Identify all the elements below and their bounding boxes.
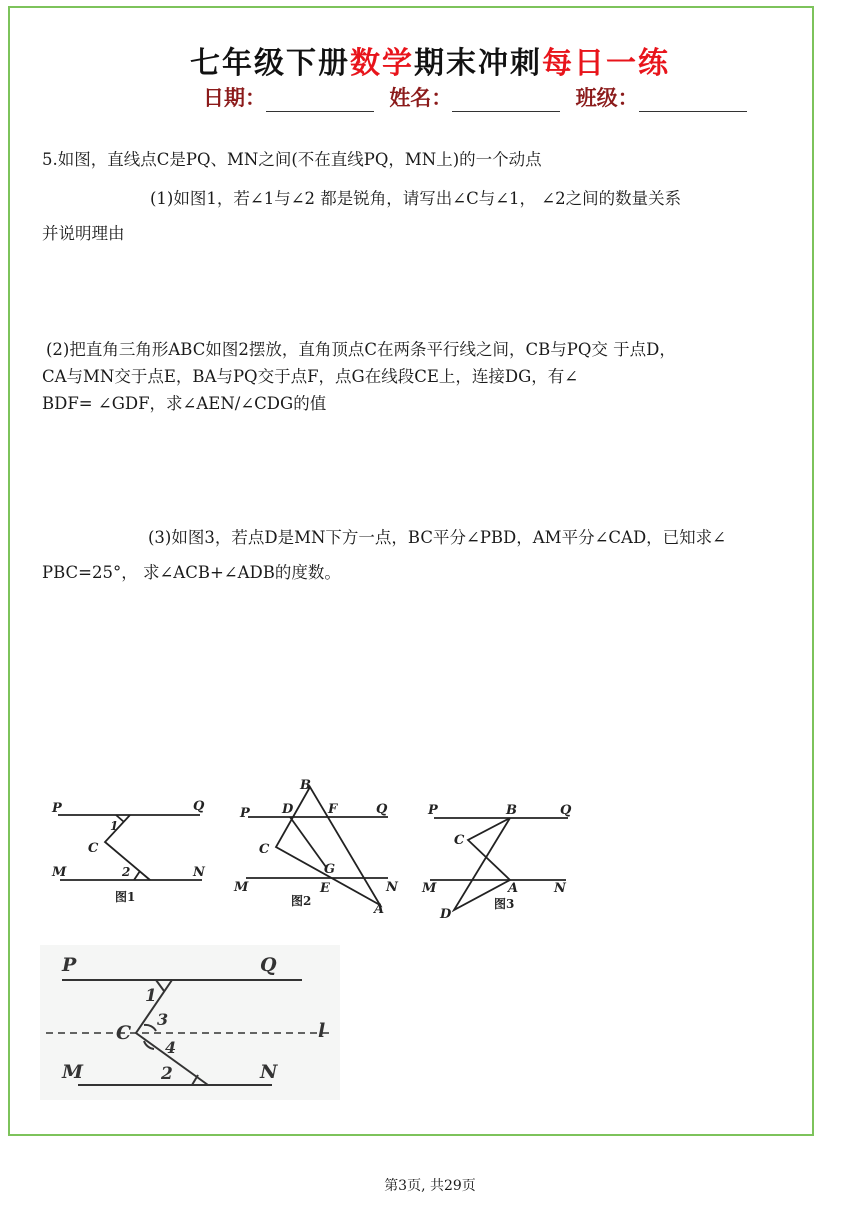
angle-1: 1 [145, 986, 157, 1006]
label-P: P [240, 806, 250, 821]
class-label: 班级： [575, 86, 639, 110]
label-M: M [422, 881, 437, 896]
part1-line2: 并说明理由 [42, 224, 125, 243]
label-N: N [386, 880, 398, 895]
label-M: M [234, 880, 249, 895]
label-A: A [508, 881, 519, 896]
label-C: C [116, 1022, 132, 1044]
label-N: N [554, 881, 566, 896]
figure-4 [40, 945, 340, 1100]
part1-line1: (1)如图1，若∠1与∠2 都是锐角，请写出∠C与∠1， ∠2之间的数量关系 [150, 189, 682, 208]
caption-fig3: 图3 [494, 897, 515, 911]
angle-3: 3 [157, 1010, 169, 1029]
figure-3 [418, 790, 578, 925]
angle-4: 4 [165, 1038, 177, 1057]
title-part-4: 每日一练 [542, 46, 670, 81]
part2-line2: CA与MN交于点E，BA与PQ交于点F，点G在线段CE上，连接DG，有∠ [42, 367, 579, 386]
label-M: M [62, 1061, 84, 1083]
problem-intro: 5.如图，直线点C是PQ、MN之间(不在直线PQ，MN上)的一个动点 [42, 150, 542, 169]
label-B: B [506, 803, 517, 818]
angle-1: 1 [110, 819, 119, 833]
angle-2: 2 [122, 865, 131, 879]
label-C: C [88, 841, 99, 856]
label-P: P [52, 801, 62, 816]
part3-line2: PBC=25°， 求∠ACB+∠ADB的度数。 [42, 563, 341, 582]
name-blank[interactable] [452, 89, 560, 112]
page-title [0, 38, 860, 82]
label-M: M [52, 865, 67, 880]
title-part-3: 期末冲刺 [414, 46, 542, 81]
label-Q: Q [560, 803, 572, 818]
label-C: C [259, 842, 270, 857]
label-P: P [428, 803, 438, 818]
label-N: N [260, 1061, 278, 1083]
label-D: D [282, 802, 294, 817]
label-Q: Q [376, 802, 388, 817]
date-label: 日期： [203, 86, 266, 110]
label-Q: Q [260, 954, 277, 976]
info-fields [203, 82, 755, 112]
part2-line3: BDF= ∠GDF，求∠AEN/∠CDG的值 [42, 394, 327, 413]
part3-line1: (3)如图3，若点D是MN下方一点，BC平分∠PBD，AM平分∠CAD，已知求∠ [148, 528, 726, 547]
label-l: l [318, 1020, 326, 1042]
figure-2 [228, 775, 408, 920]
label-E: E [320, 881, 330, 896]
caption-fig1: 图1 [115, 890, 136, 904]
part2-line1: (2)把直角三角形ABC如图2摆放，直角顶点C在两条平行线之间，CB与PQ交 于点D， [46, 340, 676, 359]
class-blank[interactable] [639, 89, 747, 112]
label-C: C [454, 833, 465, 848]
figure-1 [40, 790, 220, 915]
label-A: A [374, 902, 385, 917]
title-part-2: 数学 [350, 46, 414, 81]
name-label: 姓名： [389, 86, 453, 110]
label-F: F [328, 802, 338, 817]
label-G: G [324, 862, 336, 877]
caption-fig2: 图2 [291, 894, 312, 908]
label-D: D [440, 907, 452, 922]
label-Q: Q [193, 799, 205, 814]
label-N: N [193, 865, 205, 880]
title-part-1: 七年级下册 [190, 46, 350, 81]
label-P: P [62, 954, 77, 976]
page-number: 第3页, 共29页 [384, 1178, 476, 1194]
date-blank[interactable] [266, 89, 374, 112]
angle-2: 2 [161, 1064, 173, 1084]
label-B: B [300, 778, 311, 793]
